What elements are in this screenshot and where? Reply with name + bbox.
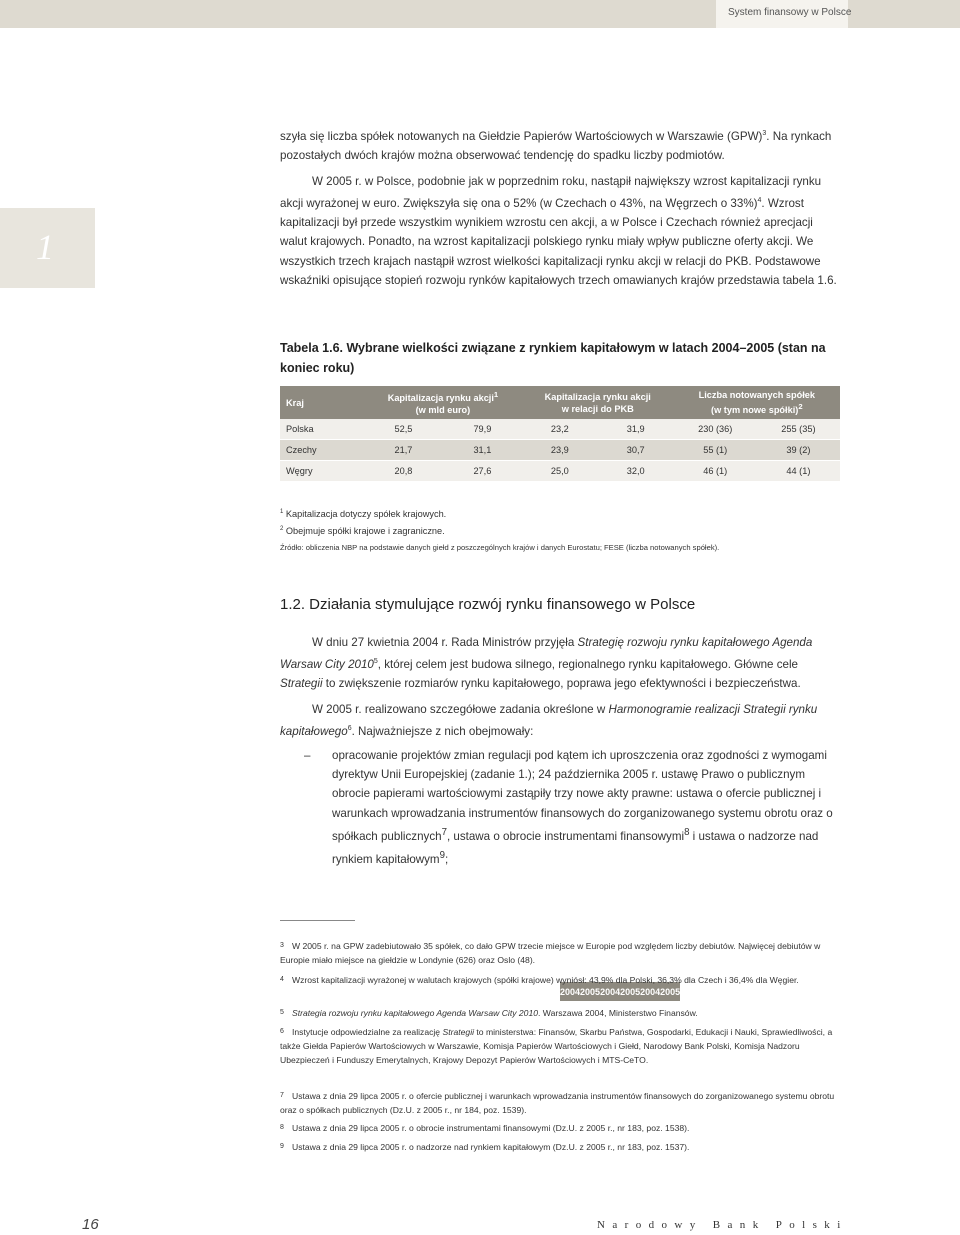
text: szyła się liczba spółek notowanych na Giełdzie Papierów Wartościowych w Warszawie (GPW) <box>280 129 763 143</box>
header-capitalization-gdp <box>522 386 674 419</box>
footnote-8 <box>280 1121 842 1135</box>
text: Ustawa z dnia 29 lipca 2005 r. o nadzorze nad rynkiem kapitałowym (Dz.U. z 2005 r., nr 183, poz. 1537). <box>292 1142 690 1152</box>
table-note-1 <box>280 509 446 519</box>
footnote-separator <box>280 920 355 921</box>
table-caption: Tabela 1.6. Wybrane wielkości związane z rynkiem kapitałowym w latach 2004–2005 (stan na koniec roku) <box>280 341 826 375</box>
italic-text: Strategii <box>442 1027 475 1037</box>
text: i ustawa o nadzorze nad rynkiem kapitałowym <box>332 829 819 866</box>
footnote-number: 6 <box>280 1028 284 1035</box>
text: . Wzrost kapitalizacji był przede wszystkim wynikiem wzrostu cen akcji, a w Polsce i Czechach również aprecjacji walut krajowych. Ponadto, na wzrost kapitalizacji polskiego rynku miały wpływ publiczne oferty akcji. We wszystkich trzech krajach nastąpił wzrost wielkości kapitalizacji rynku akcji w relacji do PKB. Podstawowe wskaźniki opisujące stopień rozwoju rynków kapitałowych trzech omawianych krajów przedstawia tabela 1.6. <box>280 197 837 287</box>
footnote-number: 8 <box>280 1124 284 1131</box>
text: , której celem jest budowa silnego, regionalnego rynku kapitałowego. Główne cele <box>377 658 798 672</box>
value-cell: 31,9 <box>598 419 674 440</box>
text: opracowanie projektów zmian regulacji pod kątem ich uproszczenia oraz zgodności z wymogami dyrektyw Unii Europejskiej (zadanie 1.); 24 października 2005 r. ustawę Prawo o publicznym obrocie papierami wartościowymi zastąpiły trzy nowe akty prawne: ustawa o ofercie publicznej i warunkach wprowadzania instrumentów finansowych do zorganizowanego systemu obrotu oraz o spółkach publicznych <box>332 749 833 843</box>
section-heading: 1.2. Działania stymulujące rozwój rynku finansowego w Polsce <box>280 596 696 613</box>
text: Kapitalizacja dotyczy spółek krajowych. <box>283 509 447 520</box>
value-cell: 255 (35) <box>757 419 840 440</box>
text: Wzrost kapitalizacji wyrażonej w walutach krajowych (spółki krajowe) wyniósł: 43,9% dla Polski, 36,3% dla Czech i 36,4% dla Węgier. <box>292 975 799 985</box>
text: w relacji do PKB <box>561 403 634 414</box>
value-cell: 52,5 <box>364 419 443 440</box>
list-dash: – <box>304 749 311 762</box>
italic-text: Strategię rozwoju rynku kapitałowego Agenda Warsaw City 2010 <box>280 636 813 672</box>
table-row <box>280 419 840 440</box>
table-note-2 <box>280 526 445 536</box>
footnote-text <box>280 1140 842 1154</box>
footnote-number: 4 <box>280 976 284 983</box>
footnote-text <box>280 1121 842 1135</box>
year-header: 2004 <box>600 982 620 1001</box>
chapter-side-tab <box>0 208 95 288</box>
country-cell: Węgry <box>280 461 364 482</box>
header-country: Kraj <box>280 386 364 419</box>
value-cell: 79,9 <box>443 419 522 440</box>
note-number: 2 <box>280 526 284 532</box>
footnote-number: 9 <box>280 1143 284 1150</box>
text: Obejmuje spółki krajowe i zagraniczne. <box>283 526 445 537</box>
text: Ustawa z dnia 29 lipca 2005 r. o obrocie instrumentami finansowymi (Dz.U. z 2005 r., nr 183, poz. 1538). <box>292 1123 690 1133</box>
footnote-ref: 7 <box>441 826 447 838</box>
text: to zwiększenie rozmiarów rynku kapitałowego, poprawa jego efektywności i bezpieczeństwa. <box>322 677 801 691</box>
text: W 2005 r. na GPW zadebiutowało 35 spółek, co dało GPW trzecie miejsce w Europie pod względem liczby debiutów. Najwięcej debiutów w Europie miało miejsce na giełdzie w Londynie (626) oraz Oslo (48). <box>280 941 821 966</box>
text: (w tym nowe spółki) <box>711 405 799 416</box>
running-header-band <box>0 0 960 28</box>
footnote-9 <box>280 1140 842 1154</box>
footnote-number: 3 <box>280 942 284 949</box>
year-header: 2004 <box>560 982 580 1001</box>
footnote-text <box>280 1025 842 1068</box>
note-ref: 2 <box>798 401 803 411</box>
footnote-text <box>280 1006 842 1020</box>
value-cell: 39 (2) <box>757 440 840 461</box>
footnote-3 <box>280 939 842 967</box>
paragraph-intro <box>280 124 842 165</box>
value-cell: 23,2 <box>522 419 598 440</box>
text: Instytucje odpowiedzialne za realizację <box>292 1027 443 1037</box>
value-cell: 230 (36) <box>674 419 757 440</box>
year-header: 2005 <box>660 982 680 1001</box>
paragraph-schedule <box>280 700 842 741</box>
text: W 2005 r. w Polsce, podobnie jak w poprzednim roku, nastąpił największy wzrost kapitalizacji rynku akcji wyrażonej w euro. Zwiększyła się ona o 52% (w Czechach o 43%, na Węgrzech o 33%) <box>280 175 822 211</box>
value-cell: 25,0 <box>522 461 598 482</box>
paragraph-strategy <box>280 633 842 693</box>
value-cell: 32,0 <box>598 461 674 482</box>
text: Kapitalizacja rynku akcji <box>387 393 494 404</box>
footnote-ref: 4 <box>757 197 762 205</box>
footnote-5 <box>280 1006 842 1020</box>
value-cell: 46 (1) <box>674 461 757 482</box>
italic-text: Strategii <box>280 677 323 691</box>
value-cell: 30,7 <box>598 440 674 461</box>
footnote-7 <box>280 1089 842 1117</box>
note-ref: 1 <box>493 389 499 399</box>
footer-bank-name: Narodowy Bank Polski <box>597 1219 848 1231</box>
text: Ustawa z dnia 29 lipca 2005 r. o ofercie publicznej i warunkach wprowadzania instrumentów finansowych do zorganizowanego systemu obrotu oraz o spółkach publicznych (Dz.U. z 2005 r., nr 184, poz. 1539). <box>280 1091 835 1116</box>
footnote-text <box>280 1089 842 1117</box>
country-cell: Czechy <box>280 440 364 461</box>
running-header-title: System finansowy w Polsce <box>728 7 852 18</box>
value-cell: 21,7 <box>364 440 443 461</box>
header-listed-companies <box>674 386 840 419</box>
value-cell: 31,1 <box>443 440 522 461</box>
text: (w mld euro) <box>415 405 471 416</box>
value-cell: 23,9 <box>522 440 598 461</box>
value-cell: 20,8 <box>364 461 443 482</box>
footnote-text <box>280 939 842 967</box>
footnote-6 <box>280 1025 842 1068</box>
text: . Warszawa 2004, Ministerstwo Finansów. <box>538 1008 698 1018</box>
table-source: Źródło: obliczenia NBP na podstawie danych giełd z poszczególnych krajów i danych Eurostatu; FESE (liczba notowanych spółek). <box>280 543 720 552</box>
text: . Na rynkach pozostałych dwóch krajów można obserwować tendencję do spadku liczby podmiotów. <box>280 129 832 163</box>
list-item <box>332 746 844 869</box>
page-number: 16 <box>82 1216 99 1233</box>
italic-text: Strategia rozwoju rynku kapitałowego Agenda Warsaw City 2010 <box>292 1008 539 1018</box>
text: Kapitalizacja rynku akcji <box>544 391 651 402</box>
year-header: 2005 <box>620 982 640 1001</box>
footnote-4 <box>280 973 842 987</box>
footnote-ref: 3 <box>762 130 767 137</box>
text: . Najważniejsze z nich obejmowały: <box>351 725 534 739</box>
footnote-ref: 9 <box>439 849 445 861</box>
value-cell: 44 (1) <box>757 461 840 482</box>
text: W dniu 27 kwietnia 2004 r. Rada Ministrów przyjęła <box>312 636 578 649</box>
text: Liczba notowanych spółek <box>698 389 816 400</box>
value-cell: 27,6 <box>443 461 522 482</box>
table-row <box>280 461 840 482</box>
text: ; <box>444 852 449 866</box>
header-capitalization-eur <box>364 386 522 419</box>
text: W 2005 r. realizowano szczegółowe zadania określone w <box>312 703 609 716</box>
footnote-ref: 6 <box>347 725 352 733</box>
value-cell: 55 (1) <box>674 440 757 461</box>
chapter-number: 1 <box>36 227 54 267</box>
table-row <box>280 440 840 461</box>
text: , ustawa o obrocie instrumentami finansowymi <box>446 829 685 843</box>
footnote-ref: 5 <box>373 658 378 666</box>
footnote-number: 7 <box>280 1092 284 1099</box>
footnote-text <box>280 973 842 987</box>
footnote-number: 5 <box>280 1009 284 1016</box>
country-cell: Polska <box>280 419 364 440</box>
note-number: 1 <box>280 509 284 515</box>
footnote-ref: 8 <box>684 826 690 838</box>
text: to ministerstwa: Finansów, Skarbu Państwa, Gospodarki, Edukacji i Nauki, Sprawiedliwości, a także Giełda Papierów Wartościowych w Warszawie, Komisja Papierów Wartościowych i Giełd, Narodowy Bank Polski, Komisja Nadzoru Ubezpieczeń i Funduszy Emerytalnych, Krajowy Depozyt Papierów Wartościowych i MTS-CeTO. <box>280 1027 833 1066</box>
year-header: 2004 <box>640 982 660 1001</box>
italic-text: Harmonogramie realizacji Strategii rynku kapitałowego <box>280 703 818 739</box>
paragraph-capitalization <box>280 172 842 290</box>
year-header: 2005 <box>580 982 600 1001</box>
